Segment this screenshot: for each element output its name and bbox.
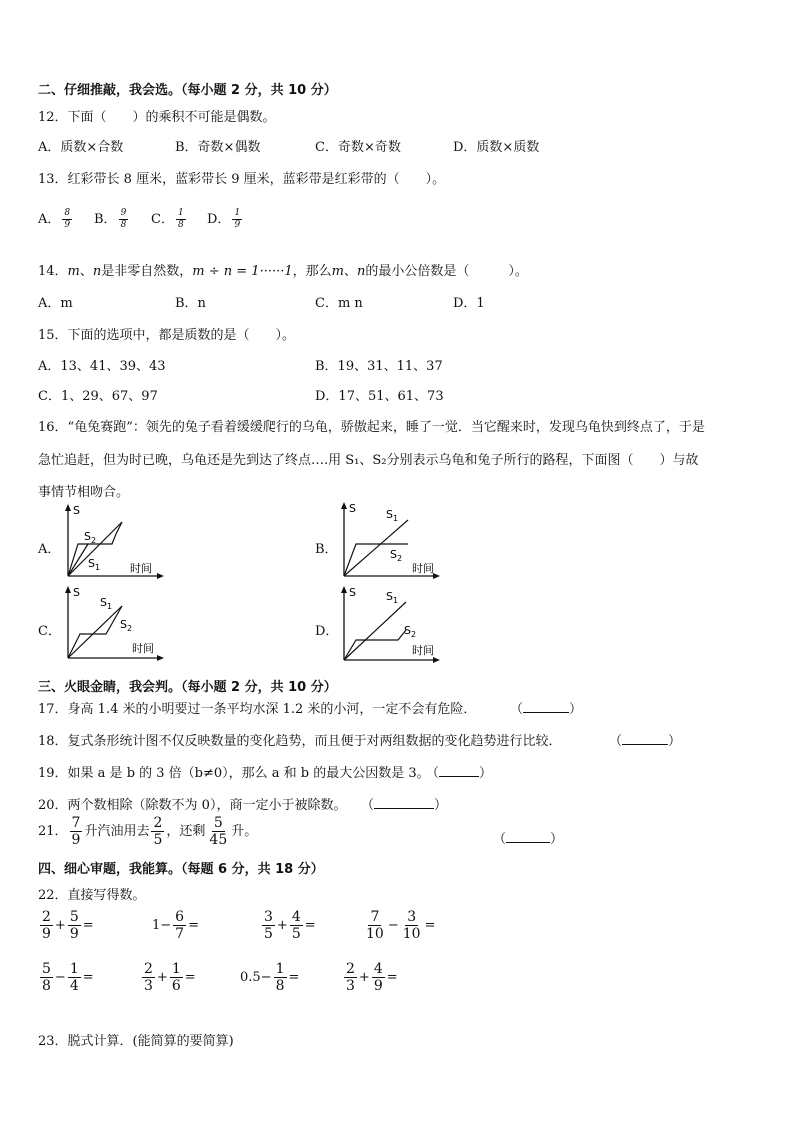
- q15-option-a[interactable]: A．13、41、39、43: [38, 359, 166, 374]
- q16-stem-line2: 急忙追赶，但为时已晚，乌龟还是先到达了终点….用 S₁、S₂分别表示乌龟和兔子所行的路程，下面图（ ）与故: [38, 453, 699, 468]
- q16-stem-line1: 16．“龟兔赛跑”：领先的兔子看着缓缓爬行的乌龟，骄傲起来，睡了一觉．当它醒来时，发现乌龟快到终点了，于是: [38, 420, 705, 435]
- svg-text:S1: $S_1$: [100, 596, 113, 611]
- q16-graph-d: [336, 584, 446, 664]
- q18-stem: 18．复式条形统计图不仅反映数量的变化趋势，而且便于对两组数据的变化趋势进行比较．: [38, 734, 562, 749]
- q16-graph-b: [336, 500, 446, 580]
- q15-option-d[interactable]: D．17、51、61、73: [315, 389, 444, 404]
- q16-option-c[interactable]: C．: [38, 624, 61, 639]
- q20-answer-blank[interactable]: （ ）: [361, 798, 448, 813]
- q16-option-a[interactable]: A．: [38, 542, 61, 557]
- svg-text:时间: 时间: [132, 642, 154, 655]
- svg-text:S2: $S_2$: [404, 624, 417, 639]
- q14-option-d[interactable]: D．1: [453, 296, 485, 311]
- calc-item: 1− $\frac{6}{7}$ =: [152, 909, 199, 942]
- calc-item: $\frac{7}{10}$ − $\frac{3}{10}$ =: [366, 909, 436, 942]
- q16-stem-line3: 事情节相吻合。: [38, 485, 130, 500]
- q18-answer-blank[interactable]: （ ）: [609, 734, 682, 749]
- q13-option-a[interactable]: A． $\frac{8}{9}$: [38, 208, 71, 230]
- svg-text:S1: $S_1$: [88, 557, 101, 572]
- q13-option-b[interactable]: B． $\frac{9}{8}$: [94, 208, 127, 230]
- q23-stem: 23．脱式计算．(能简算的要简算): [38, 1034, 234, 1049]
- svg-text:时间: 时间: [412, 644, 434, 657]
- q21-answer-blank[interactable]: （ ）: [493, 832, 564, 847]
- section4-heading: 四、细心审题，我能算。（每题 6 分，共 18 分）: [38, 862, 324, 877]
- q19-answer-blank[interactable]: （ ）: [426, 766, 493, 781]
- q12-option-a[interactable]: A．质数×合数: [38, 140, 124, 155]
- q14-stem: 14．m、n是非零自然数，m ÷ n = 1······1，那么m、n的最小公倍数是（ ）。: [38, 264, 528, 279]
- svg-text:S1: $S_1$: [386, 590, 399, 605]
- q16-graph-a: [60, 502, 170, 580]
- svg-text:S1: $S_1$: [386, 508, 399, 523]
- q12-stem: 12．下面（ ）的乘积不可能是偶数。: [38, 110, 276, 125]
- q13-stem: 13．红彩带长 8 厘米，蓝彩带长 9 厘米，蓝彩带是红彩带的（ ）。: [38, 172, 446, 187]
- q14-option-a[interactable]: A．m: [38, 296, 73, 311]
- q22-stem: 22．直接写得数。: [38, 888, 146, 903]
- q17-answer-blank[interactable]: （ ）: [510, 702, 583, 717]
- calc-item: 0.5− $\frac{1}{8}$ =: [240, 961, 300, 994]
- q16-graph-c: [60, 584, 170, 662]
- svg-text:时间: 时间: [412, 562, 434, 575]
- q16-option-d[interactable]: D．: [315, 624, 339, 639]
- q12-option-d[interactable]: D．质数×质数: [453, 140, 540, 155]
- q15-option-c[interactable]: C．1、29、67、97: [38, 389, 158, 404]
- svg-text:S2: $S_2$: [390, 548, 403, 563]
- svg-text:S2: $S_2$: [120, 618, 133, 633]
- q13-option-d[interactable]: D． $\frac{1}{9}$: [207, 208, 241, 230]
- svg-text:时间: 时间: [130, 562, 152, 575]
- section2-heading: 二、仔细推敲，我会选。（每小题 2 分，共 10 分）: [38, 83, 337, 98]
- svg-text:S: S: [73, 504, 80, 517]
- q16-option-b[interactable]: B．: [315, 542, 338, 557]
- calc-item: $\frac{5}{8}$ − $\frac{1}{4}$ =: [42, 961, 94, 994]
- svg-text:S: S: [349, 502, 356, 515]
- q12-option-c[interactable]: C．奇数×奇数: [315, 140, 401, 155]
- q19-stem: 19．如果 a 是 b 的 3 倍（b≠0），那么 a 和 b 的最大公因数是 3。: [38, 766, 430, 781]
- q15-option-b[interactable]: B．19、31、11、37: [315, 359, 443, 374]
- q12-option-b[interactable]: B．奇数×偶数: [175, 140, 261, 155]
- q15-stem: 15．下面的选项中，都是质数的是（ ）。: [38, 328, 296, 343]
- q17-stem: 17．身高 1.4 米的小明要过一条平均水深 1.2 米的小河，一定不会有危险．: [38, 702, 477, 717]
- q14-option-c[interactable]: C．m n: [315, 296, 363, 311]
- calc-item: $\frac{2}{9}$ + $\frac{5}{9}$ =: [42, 909, 94, 942]
- calc-item: $\frac{2}{3}$ + $\frac{4}{9}$ =: [346, 961, 398, 994]
- q20-stem: 20．两个数相除（除数不为 0），商一定小于被除数。: [38, 798, 347, 813]
- calc-item: $\frac{3}{5}$ + $\frac{4}{5}$ =: [264, 909, 316, 942]
- svg-text:S: S: [349, 586, 356, 599]
- svg-text:S: S: [73, 586, 80, 599]
- calc-item: $\frac{2}{3}$ + $\frac{1}{6}$ =: [144, 961, 196, 994]
- svg-text:S2: $S_2$: [84, 530, 97, 545]
- q13-option-c[interactable]: C． $\frac{1}{8}$: [151, 208, 184, 230]
- q21-stem: 21． $\frac{7}{9}$ 升汽油用去 $\frac{2}{5}$ ，还剩 $\frac{5}{45}$ 升。: [38, 815, 258, 848]
- q14-option-b[interactable]: B．n: [175, 296, 206, 311]
- section3-heading: 三、火眼金睛，我会判。（每小题 2 分，共 10 分）: [38, 680, 337, 695]
